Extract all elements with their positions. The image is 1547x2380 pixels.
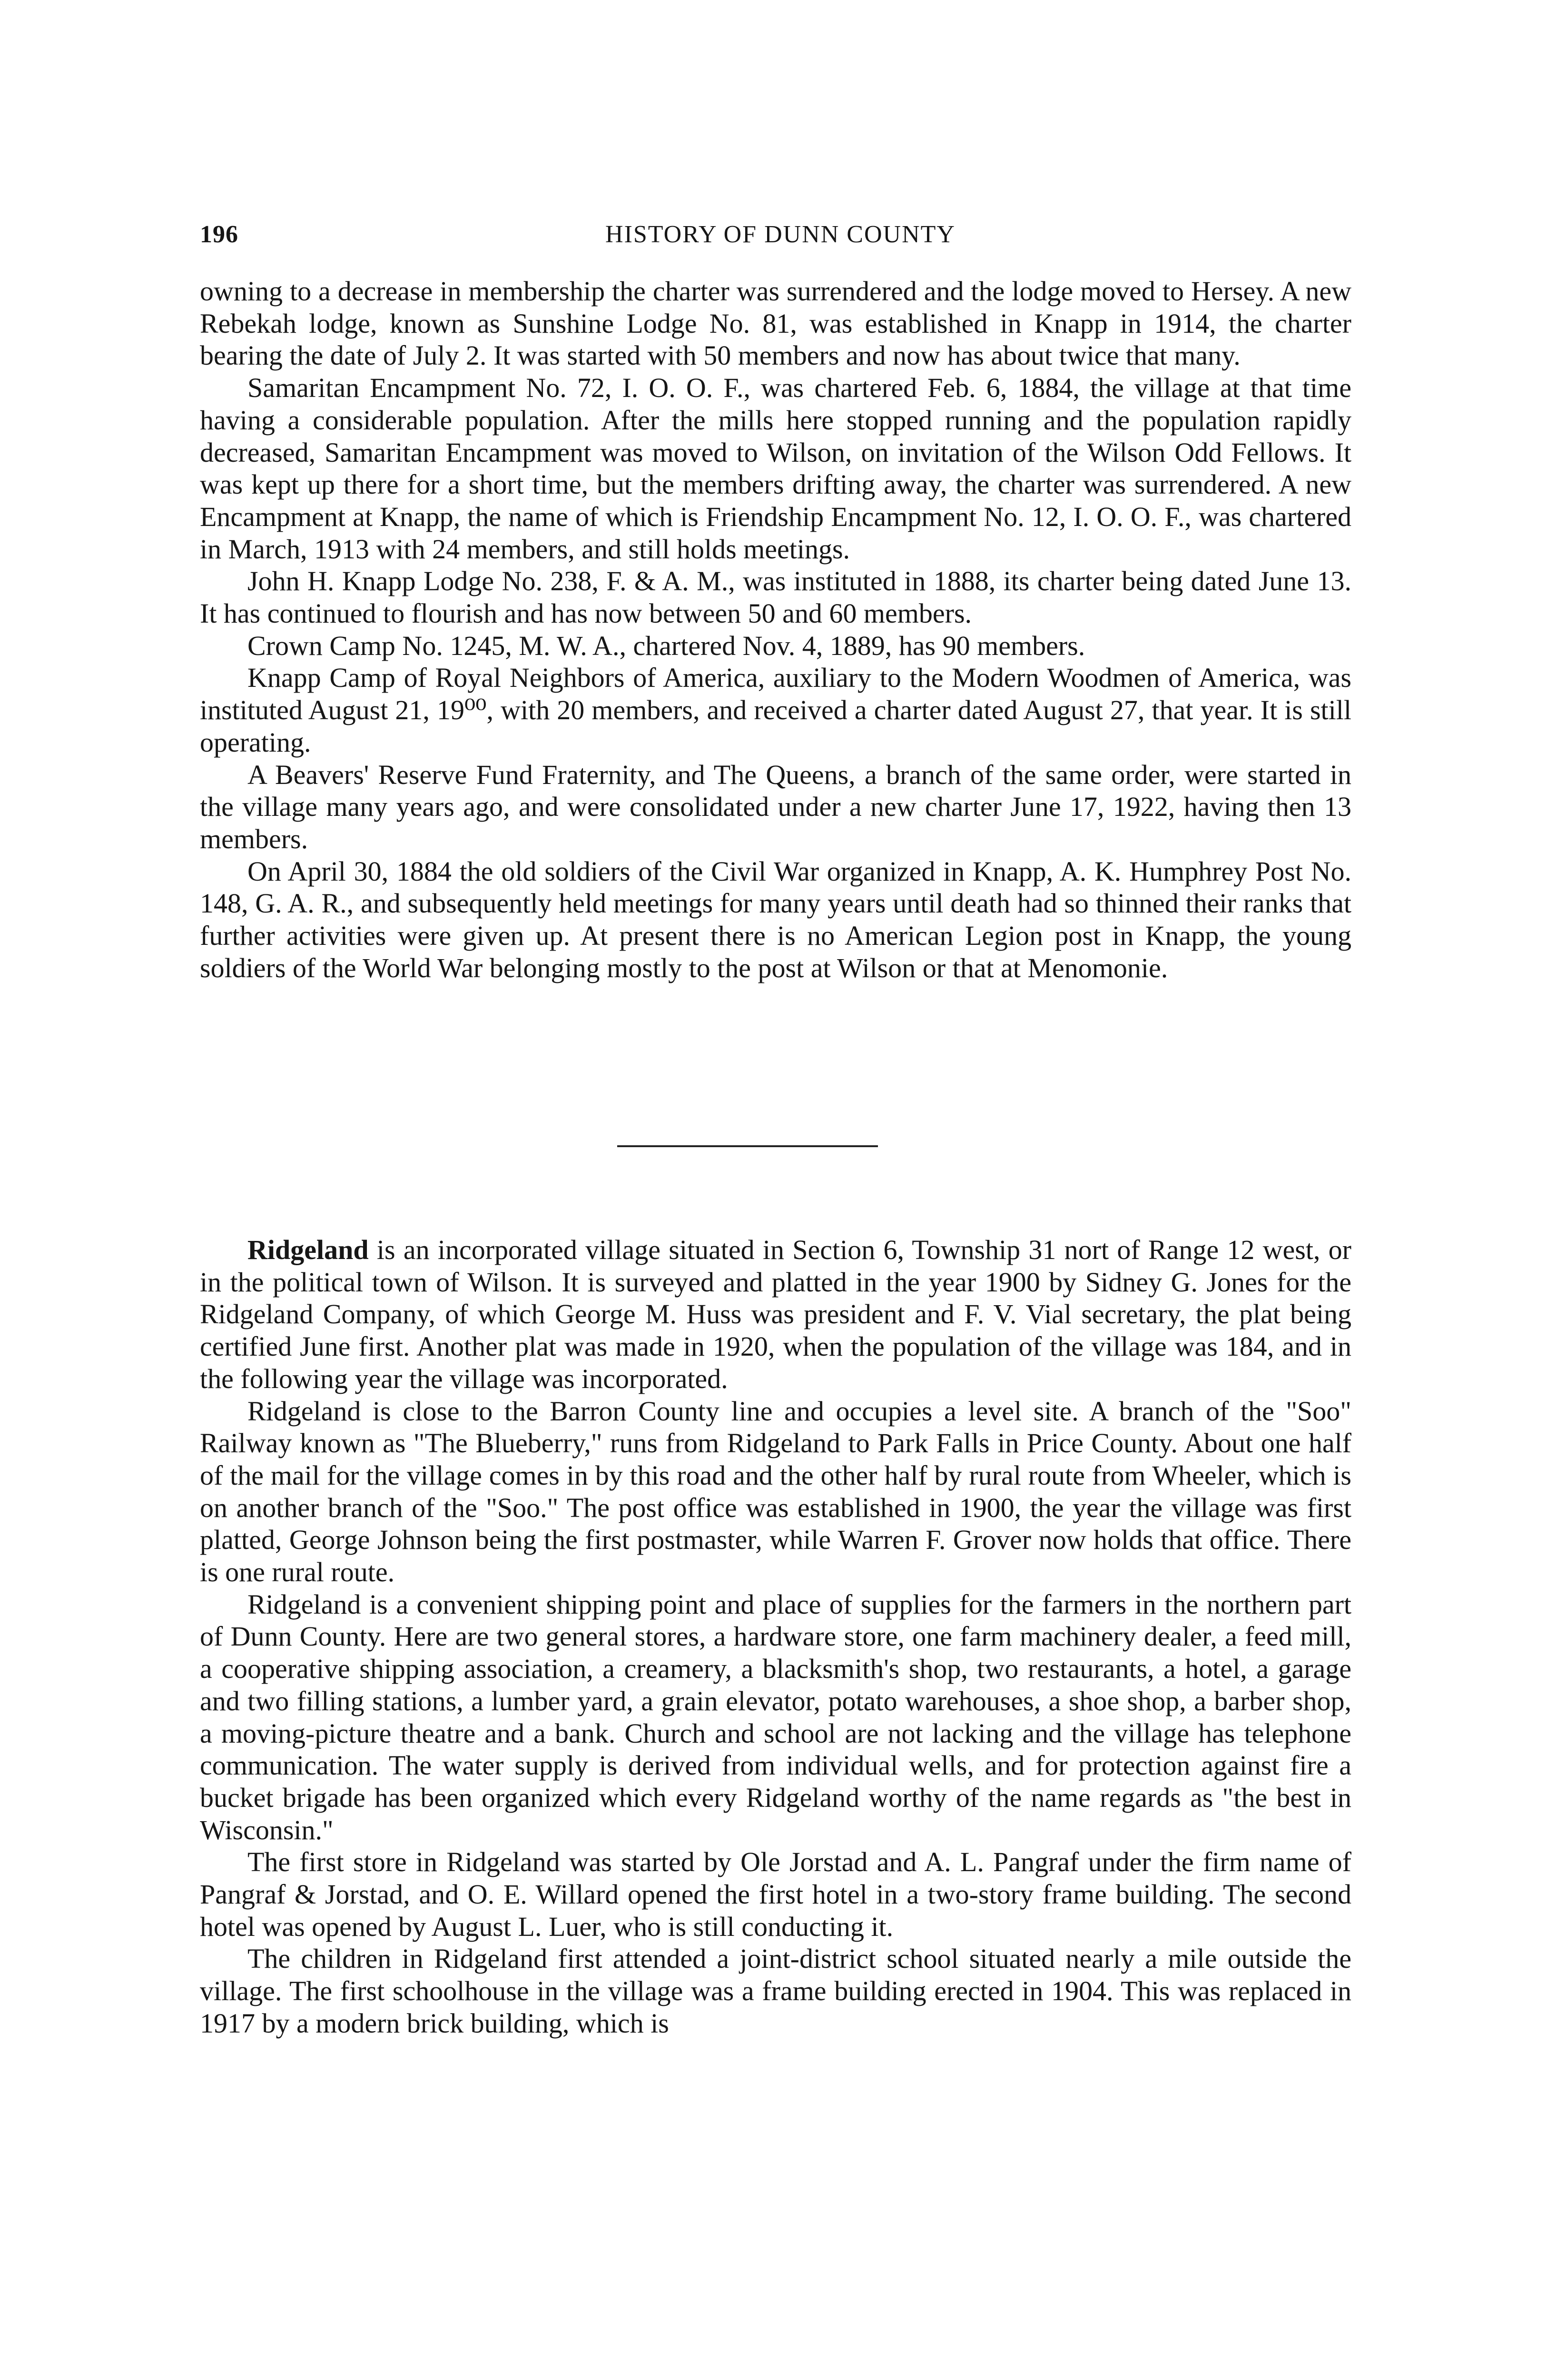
paragraph-royal-neighbors: Knapp Camp of Royal Neighbors of America, auxiliary to the Modern Woodmen of America, was instituted August 21, 19⁰⁰, with 20 members, and received a charter dated August 27, that year. It is still operating. xyxy=(200,662,1351,758)
page-header xyxy=(200,218,1361,256)
paragraph-beavers-fraternity: A Beavers' Reserve Fund Fraternity, and The Queens, a branch of the same order, were started in the village many years ago, and were consolidated under a new charter June 17, 1922, having then 13 members. xyxy=(200,759,1351,854)
paragraph-crown-camp: Crown Camp No. 1245, M. W. A., chartered Nov. 4, 1889, has 90 members. xyxy=(247,630,1085,661)
ridgeland-intro-text: is an incorporated village situated in Section 6, Township 31 nort of Range 12 west, or in the political town of Wilson. It is surveyed and platted in the year 1900 by Sidney G. Jones for the Ridgeland Company, of which George M. Huss was president and F. V. Vial secretary, the plat being certified June first. Another plat was made in 1920, when the population of the village was 184, and in the following year the village was incorporated. xyxy=(200,1234,1351,1394)
lodges-section xyxy=(200,275,1351,984)
paragraph-ridgeland-schools: The children in Ridgeland first attended a joint-district school situated nearly a mile outside the village. The first schoolhouse in the village was a frame building erected in 1904. This was replaced in 1917 by a modern brick building, which is xyxy=(200,1943,1351,2039)
page-number: 196 xyxy=(200,221,238,248)
section-divider xyxy=(617,1145,878,1147)
ridgeland-heading-word: Ridgeland xyxy=(247,1234,369,1265)
paragraph-rebekah-lodge: owning to a decrease in membership the charter was surrendered and the lodge moved to Hersey. A new Rebekah lodge, known as Sunshine Lodge No. 81, was established in Knapp in 1914, the charter bearing the date of July 2. It was started with 50 members and now has about twice that many. xyxy=(200,276,1351,371)
paragraph-ridgeland-first-store: The first store in Ridgeland was started by Ole Jorstad and A. L. Pangraf under the firm name of Pangraf & Jorstad, and O. E. Willard opened the first hotel in a two-story frame building. The second hotel was opened by August L. Luer, who is still conducting it. xyxy=(200,1846,1351,1942)
ridgeland-section xyxy=(200,1234,1351,2040)
paragraph-ridgeland-intro xyxy=(200,1234,1351,1395)
paragraph-samaritan-encampment: Samaritan Encampment No. 72, I. O. O. F., was chartered Feb. 6, 1884, the village at that time having a considerable population. After the mills here stopped running and the population rapidly decreased, Samaritan Encampment was moved to Wilson, on invitation of the Wilson Odd Fellows. It was kept up there for a short time, but the members drifting away, the charter was surrendered. A new Encampment at Knapp, the name of which is Friendship Encampment No. 12, I. O. O. F., was chartered in March, 1913 with 24 members, and still holds meetings. xyxy=(200,372,1351,565)
paragraph-gar-post: On April 30, 1884 the old soldiers of the Civil War organized in Knapp, A. K. Humphrey Post No. 148, G. A. R., and subsequently held meetings for many years until death had so thinned their ranks that further activities were given up. At present there is no American Legion post in Knapp, the young soldiers of the World War belonging mostly to the post at Wilson or that at Menomonie. xyxy=(200,855,1351,983)
paragraph-ridgeland-businesses: Ridgeland is a convenient shipping point and place of supplies for the farmers in the northern part of Dunn County. Here are two general stores, a hardware store, one farm machinery dealer, a feed mill, a cooperative shipping association, a creamery, a blacksmith's shop, two restaurants, a hotel, a garage and two filling stations, a lumber yard, a grain elevator, potato warehouses, a shoe shop, a barber shop, a moving-picture theatre and a bank. Church and school are not lacking and the village has telephone communication. The water supply is derived from individual wells, and for protection against fire a bucket brigade has been organized which every Ridgeland worthy of the name regards as "the best in Wisconsin." xyxy=(200,1588,1351,1845)
paragraph-knapp-lodge: John H. Knapp Lodge No. 238, F. & A. M., was instituted in 1888, its charter being dated June 13. It has continued to flourish and has now between 50 and 60 members. xyxy=(200,565,1351,629)
paragraph-ridgeland-railway: Ridgeland is close to the Barron County line and occupies a level site. A branch of the "Soo" Railway known as "The Blueberry," runs from Ridgeland to Park Falls in Price County. About one half of the mail for the village comes in by this road and the other half by rural route from Wheeler, which is on another branch of the "Soo." The post office was established in 1900, the year the village was first platted, George Johnson being the first postmaster, while Warren F. Grover now holds that office. There is one rural route. xyxy=(200,1395,1351,1588)
running-title: HISTORY OF DUNN COUNTY xyxy=(605,221,956,248)
